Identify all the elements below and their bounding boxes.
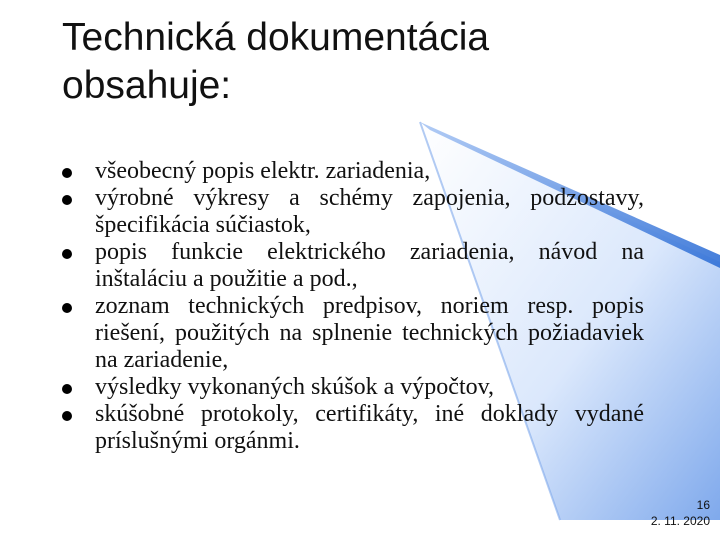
bullet-icon xyxy=(62,303,72,313)
slide-title-line-1: Technická dokumentácia xyxy=(62,16,490,59)
slide-date: 2. 11. 2020 xyxy=(650,514,710,528)
slide-title-line-2: obsahuje: xyxy=(62,64,232,107)
bullet-item xyxy=(62,185,644,239)
bullet-item xyxy=(62,293,644,374)
slide-title xyxy=(62,14,662,110)
bullet-icon xyxy=(62,249,72,259)
bullet-list xyxy=(62,158,644,455)
bullet-text: popis funkcie elektrického zariadenia, návod na inštaláciu a použitie a pod., xyxy=(95,239,644,292)
page-number: 16 xyxy=(696,498,710,512)
bullet-text: všeobecný popis elektr. zariadenia, xyxy=(95,158,431,184)
bullet-icon xyxy=(62,168,72,178)
bullet-text: výrobné výkresy a schémy zapojenia, podzostavy, špecifikácia súčiastok, xyxy=(95,185,644,238)
slide-footer xyxy=(651,497,710,529)
bullet-icon xyxy=(62,384,72,394)
bullet-text: skúšobné protokoly, certifikáty, iné doklady vydané príslušnými orgánmi. xyxy=(95,401,644,454)
bullet-icon xyxy=(62,411,72,421)
bullet-item xyxy=(62,158,644,185)
bullet-item xyxy=(62,239,644,293)
bullet-item xyxy=(62,401,644,455)
bullet-item xyxy=(62,374,644,401)
bullet-text: zoznam technických predpisov, noriem resp. popis riešení, použitých na splnenie technických požiadaviek na zariadenie, xyxy=(95,293,644,373)
bullet-text: výsledky vykonaných skúšok a výpočtov, xyxy=(95,374,495,400)
bullet-icon xyxy=(62,195,72,205)
